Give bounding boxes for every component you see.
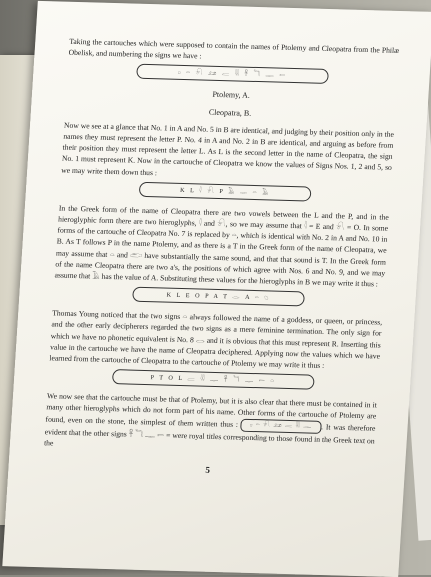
paragraph-1: Now we see at a glance that No. 1 in A and No. 5 in B are identical, and judging by their position only in the names they must represent the letter P. No. 4 in A and No. 2 in B are identical, and arguing as before from their position they must represent the letter L. As L is the second letter in the name of Cleopatra, the sign No. 1 must represent K. Now in the cartouche of Cleopatra we know the values of Signs Nos. 1, 2 and 5, so we may write them down thus : [60,120,395,177]
paragraph-2: In the Greek form of the name of Cleopatra there are two vowels between the L and the P, and in the hieroglyphic form there are two hieroglyphs, 𓇋 and 𓍯, so we may assume that 𓇋 = E and 𓍯 = O. In some forms of the cartouche of Cleopatra No. 7 is replaced by 𓏏, which is identical with No. 2 in A and No. 10 in B. As T follows P in the name Ptolemy, and as there is a T in the Greek form of the name of Cleopatra, we may assume that 𓏏 and 𓂧 have substantially the same sound, and that that sound is T. In the Greek form of the name Cleopatra there are two a's, the positions of which agree with Nos. 6 and No. 9, and we may assume that 𓄿 has the value of A. Substituting these values for the hieroglyphs in B we may write it thus : [54,203,390,289]
inline-cartouche: 𓊪 𓏏 𓍯 𓃭 𓐝 𓇌 𓊃 [240,418,321,433]
paragraph-4 [44,391,378,458]
cartouche-ptolemy: 𓊪 𓏏 𓍯 𓃭 𓐝 𓇌 𓋹 𓆓 𓊃 𓍿 [136,64,329,84]
page-number: 5 [205,465,211,476]
cartouche-ptolemy-values: P T O L 𓐝 𓇌 𓊃 𓋹 𓆓 𓊃 𓍿 𓏏 [112,369,315,390]
cartouche-cleopatra-partial: K L 𓇋 𓍯 P 𓄿 𓂋 𓏏 𓄿 [139,182,312,202]
paragraph-4-continued: . It was therefore evident that the other signs [44,421,376,439]
paragraph-3: Thomas Young noticed that the two signs 𓏏 always followed the name of a goddess, or queen, or princess, and the other early decipherers regarded the two signs as a mere feminine termination. The only sign for which we have no phonetic equivalent is No. 8 𓂋 and it is obvious that this must represent R. Inserting this value in the cartouche we have the name of Cleopatra deciphered. Applying now the values which we have learned from the cartouche of Cleopatra to the cartouche of Ptolemy we may write it thus : [49,308,383,371]
cartouche-cleopatra-values: K L E O P A T 𓂋 A 𓏏 𓆇 [132,287,305,307]
book-page [2,1,431,577]
ptolemy-label: Ptolemy, A. [212,90,251,101]
paragraph-4-last-line: 𓋹 𓆓 𓊃 𓍿 = were royal titles corresponding to those found in the Greek text on the [43,429,375,448]
paragraph-4-text: We now see that the cartouche must be that of Ptolemy, but it is also clear that there must be contained in it many other hieroglyphs which do not form part of his name. Other forms of the cartouche of Ptolemy are found, even on the stone, the simplest of them written thus : [45,391,378,429]
intro-paragraph: Taking the cartouches which were supposed to contain the names of Ptolemy and Cleopatra from the Philæ Obelisk, and numbering the signs we have : [68,36,400,61]
cleopatra-label: Cleopatra, B. [208,107,252,118]
page-content [42,36,399,481]
